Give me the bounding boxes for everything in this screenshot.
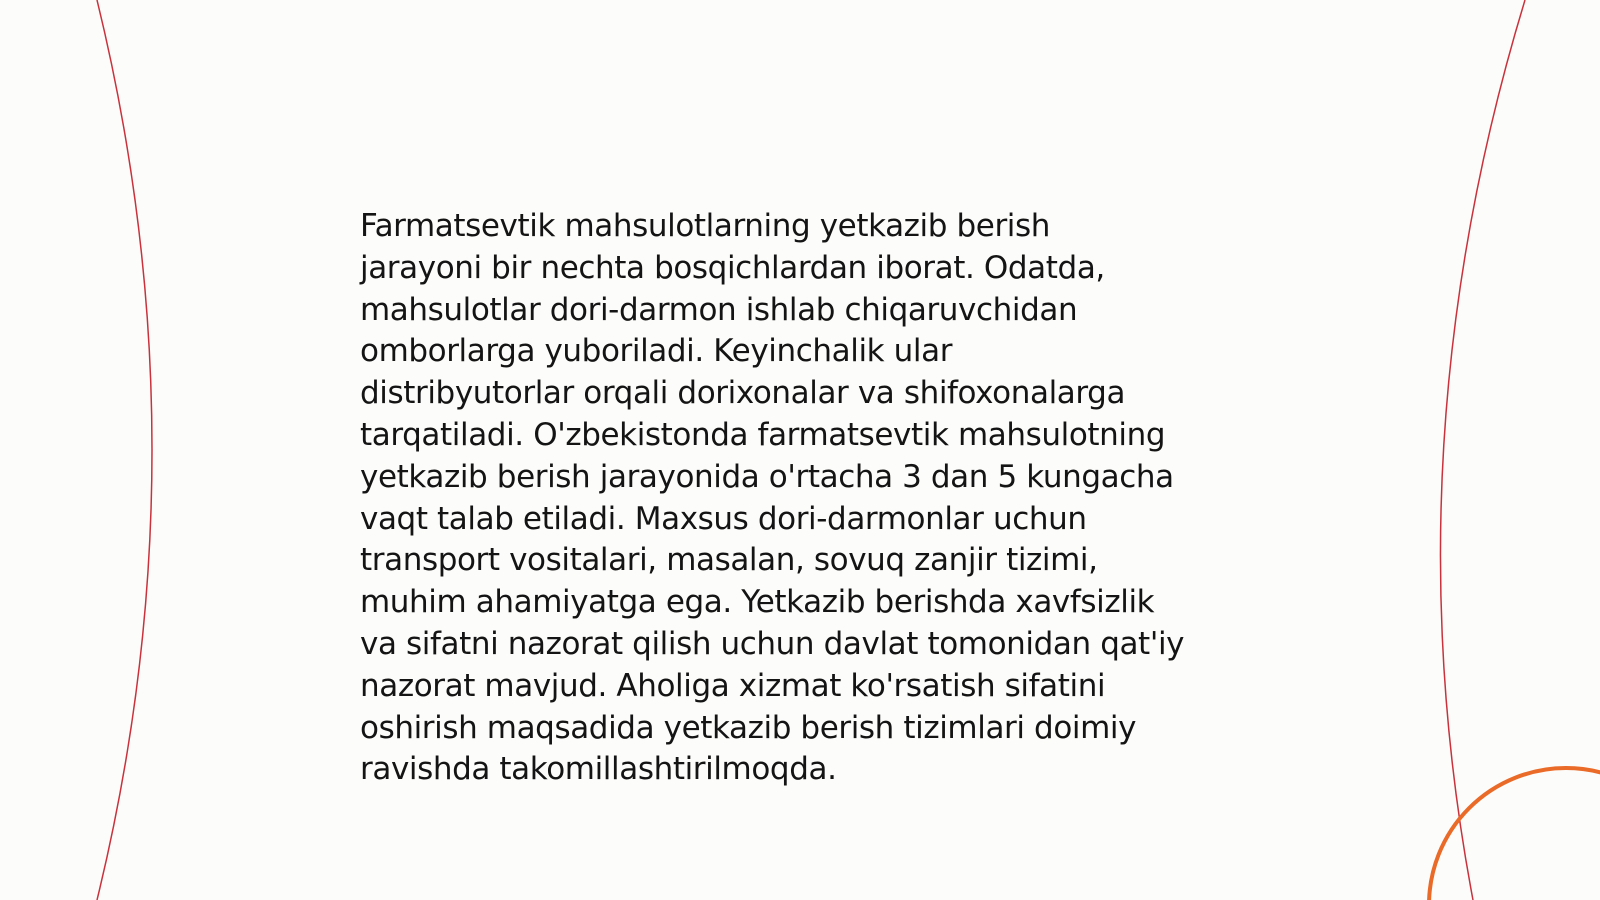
body-text-line: Farmatsevtik mahsulotlarning yetkazib berish — [360, 208, 1050, 244]
right-arc-line — [1440, 0, 1525, 900]
body-text-line: transport vositalari, masalan, sovuq zanjir tizimi, — [360, 542, 1098, 579]
body-text-line: omborlarga yuboriladi. Keyinchalik ular — [360, 333, 953, 370]
body-text-line: tarqatiladi. O'zbekistonda farmatsevtik mahsulotning — [360, 416, 1166, 453]
body-text-line: yetkazib berish jarayonida o'rtacha 3 dan 5 kungacha — [360, 458, 1174, 495]
body-text-line: nazorat mavjud. Aholiga xizmat ko'rsatish sifatini — [360, 667, 1106, 704]
left-arc-line — [97, 0, 152, 900]
body-text-line: jarayoni bir nechta bosqichlardan iborat. Odatda, — [360, 249, 1105, 286]
body-text-line: vaqt talab etiladi. Maxsus dori-darmonlar uchun — [360, 500, 1087, 537]
body-text-line: va sifatni nazorat qilish uchun davlat tomonidan qat'iy — [360, 625, 1185, 662]
body-text-line: oshirish maqsadida yetkazib berish tizimlari doimiy — [360, 709, 1137, 746]
body-text — [360, 206, 1260, 791]
body-text-line: mahsulotlar dori-darmon ishlab chiqaruvchidan — [360, 291, 1078, 328]
body-text-line: ravishda takomillashtirilmoqda. — [360, 751, 837, 788]
body-text-line: muhim ahamiyatga ega. Yetkazib berishda xavfsizlik — [360, 584, 1155, 621]
body-text-line: distribyutorlar orqali dorixonalar va shifoxonalarga — [360, 375, 1126, 412]
